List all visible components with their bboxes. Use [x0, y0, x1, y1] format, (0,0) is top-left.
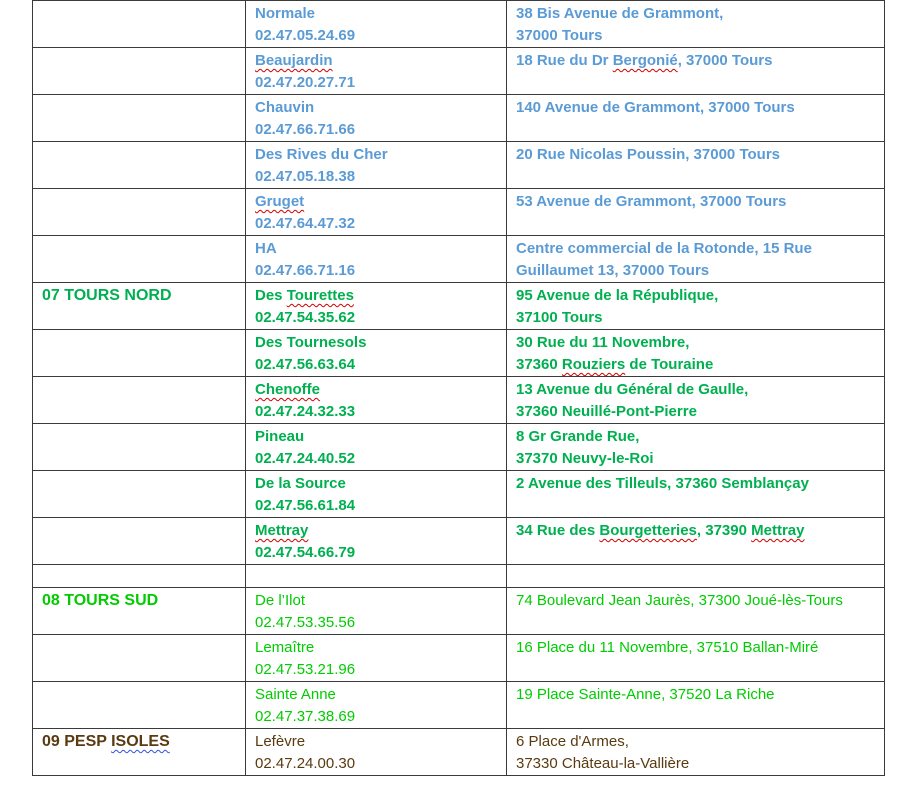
pharmacy-phone: 02.47.64.47.32 — [255, 215, 356, 232]
section-cell — [33, 48, 246, 95]
pharmacy-name: Lefèvre — [255, 733, 306, 750]
address-line: 37360 Rouziers de Touraine — [516, 356, 714, 373]
address-line: 37330 Château-la-Vallière — [516, 755, 690, 772]
address-cell — [507, 1, 885, 48]
table-row — [33, 377, 885, 424]
pharmacy-cell — [246, 377, 507, 424]
address-line: 19 Place Sainte-Anne, 37520 La Riche — [516, 686, 775, 703]
table-row — [33, 588, 885, 635]
table-row — [33, 283, 885, 330]
table-row — [33, 471, 885, 518]
address-cell — [507, 283, 885, 330]
pharmacy-name: Mettray — [255, 522, 309, 539]
pharmacy-phone: 02.47.53.35.56 — [255, 614, 356, 631]
pharmacy-name: Lemaître — [255, 639, 315, 656]
address-line: 6 Place d'Armes, — [516, 733, 629, 750]
pharmacy-cell — [246, 189, 507, 236]
section-cell — [33, 330, 246, 377]
table-row — [33, 330, 885, 377]
address-cell — [507, 635, 885, 682]
section-cell — [33, 1, 246, 48]
pharmacy-cell — [246, 518, 507, 565]
section-cell — [33, 588, 246, 635]
pharmacy-name: Beaujardin — [255, 52, 333, 69]
pharmacy-name: HA — [255, 240, 277, 257]
section-cell — [33, 283, 246, 330]
address-line: 13 Avenue du Général de Gaulle, — [516, 381, 749, 398]
section-cell — [33, 424, 246, 471]
section-cell — [33, 377, 246, 424]
table-row — [33, 682, 885, 729]
address-line: 34 Rue des Bourgetteries, 37390 Mettray — [516, 522, 805, 539]
section-cell — [33, 518, 246, 565]
address-line: 95 Avenue de la République, — [516, 287, 719, 304]
address-line: 18 Rue du Dr Bergonié, 37000 Tours — [516, 52, 773, 69]
pharmacy-phone: 02.47.05.24.69 — [255, 27, 356, 44]
address-line: 16 Place du 11 Novembre, 37510 Ballan-Miré — [516, 639, 819, 656]
table-row — [33, 48, 885, 95]
address-line: 53 Avenue de Grammont, 37000 Tours — [516, 193, 787, 210]
pharmacy-phone: 02.47.53.21.96 — [255, 661, 356, 678]
pharmacy-cell — [246, 283, 507, 330]
table-row — [33, 95, 885, 142]
pharmacy-cell — [246, 729, 507, 776]
address-line: 20 Rue Nicolas Poussin, 37000 Tours — [516, 146, 780, 163]
address-cell — [507, 729, 885, 776]
pharmacy-table — [32, 0, 885, 776]
pharmacy-phone: 02.47.05.18.38 — [255, 168, 356, 185]
address-cell — [507, 95, 885, 142]
table-row — [33, 189, 885, 236]
address-line: 37370 Neuvy-le-Roi — [516, 450, 654, 467]
section-cell — [33, 95, 246, 142]
section-cell — [33, 471, 246, 518]
address-cell — [507, 142, 885, 189]
pharmacy-phone: 02.47.56.63.64 — [255, 356, 356, 373]
pharmacy-name: De l’Ilot — [255, 592, 306, 609]
pharmacy-cell — [246, 424, 507, 471]
address-cell — [507, 330, 885, 377]
pharmacy-name: Gruget — [255, 193, 305, 210]
address-cell — [507, 682, 885, 729]
address-cell — [507, 424, 885, 471]
section-cell — [33, 682, 246, 729]
section-title: 09 PESP ISOLES — [42, 733, 170, 750]
pharmacy-cell — [246, 588, 507, 635]
section-cell — [33, 189, 246, 236]
table-row — [33, 1, 885, 48]
pharmacy-cell — [246, 471, 507, 518]
table-row — [33, 518, 885, 565]
section-cell — [33, 236, 246, 283]
pharmacy-phone: 02.47.24.00.30 — [255, 755, 356, 772]
address-cell — [507, 48, 885, 95]
pharmacy-phone: 02.47.54.35.62 — [255, 309, 356, 326]
empty-row — [33, 565, 885, 588]
address-cell — [507, 518, 885, 565]
pharmacy-phone: 02.47.54.66.79 — [255, 544, 356, 561]
table-row — [33, 424, 885, 471]
pharmacy-cell — [246, 635, 507, 682]
pharmacy-phone: 02.47.20.27.71 — [255, 74, 356, 91]
address-cell — [507, 377, 885, 424]
address-line: 30 Rue du 11 Novembre, — [516, 334, 690, 351]
section-cell — [33, 635, 246, 682]
pharmacy-cell — [246, 330, 507, 377]
section-cell — [33, 729, 246, 776]
pharmacy-cell — [246, 682, 507, 729]
address-cell — [507, 236, 885, 283]
pharmacy-cell — [246, 48, 507, 95]
address-line: 140 Avenue de Grammont, 37000 Tours — [516, 99, 795, 116]
address-line: 2 Avenue des Tilleuls, 37360 Semblançay — [516, 475, 809, 492]
address-line: 37000 Tours — [516, 27, 603, 44]
pharmacy-name: De la Source — [255, 475, 346, 492]
address-cell — [507, 471, 885, 518]
address-line: 38 Bis Avenue de Grammont, — [516, 5, 724, 22]
table-row — [33, 729, 885, 776]
address-line: 74 Boulevard Jean Jaurès, 37300 Joué-lès-Tours — [516, 592, 843, 609]
address-line: 37360 Neuillé-Pont-Pierre — [516, 403, 697, 420]
pharmacy-phone: 02.47.56.61.84 — [255, 497, 356, 514]
table-row — [33, 635, 885, 682]
pharmacy-phone: 02.47.66.71.66 — [255, 121, 356, 138]
table-row — [33, 236, 885, 283]
pharmacy-name: Des Tourettes — [255, 287, 354, 304]
pharmacy-name: Chenoffe — [255, 381, 320, 398]
pharmacy-cell — [246, 236, 507, 283]
section-title: 07 TOURS NORD — [42, 287, 172, 304]
pharmacy-name: Des Tournesols — [255, 334, 367, 351]
section-title: 08 TOURS SUD — [42, 592, 159, 609]
address-cell — [507, 588, 885, 635]
pharmacy-cell — [246, 1, 507, 48]
pharmacy-name: Des Rives du Cher — [255, 146, 388, 163]
pharmacy-cell — [246, 142, 507, 189]
address-line: 8 Gr Grande Rue, — [516, 428, 640, 445]
pharmacy-phone: 02.47.37.38.69 — [255, 708, 356, 725]
pharmacy-name: Chauvin — [255, 99, 315, 116]
address-line: Centre commercial de la Rotonde, 15 Rue Guillaumet 13, 37000 Tours — [516, 240, 812, 279]
pharmacy-phone: 02.47.24.40.52 — [255, 450, 356, 467]
pharmacy-name: Sainte Anne — [255, 686, 336, 703]
pharmacy-phone: 02.47.66.71.16 — [255, 262, 356, 279]
pharmacy-phone: 02.47.24.32.33 — [255, 403, 356, 420]
pharmacy-cell — [246, 95, 507, 142]
address-line: 37100 Tours — [516, 309, 603, 326]
pharmacy-name: Normale — [255, 5, 316, 22]
address-cell — [507, 189, 885, 236]
table-row — [33, 142, 885, 189]
pharmacy-name: Pineau — [255, 428, 305, 445]
section-cell — [33, 142, 246, 189]
